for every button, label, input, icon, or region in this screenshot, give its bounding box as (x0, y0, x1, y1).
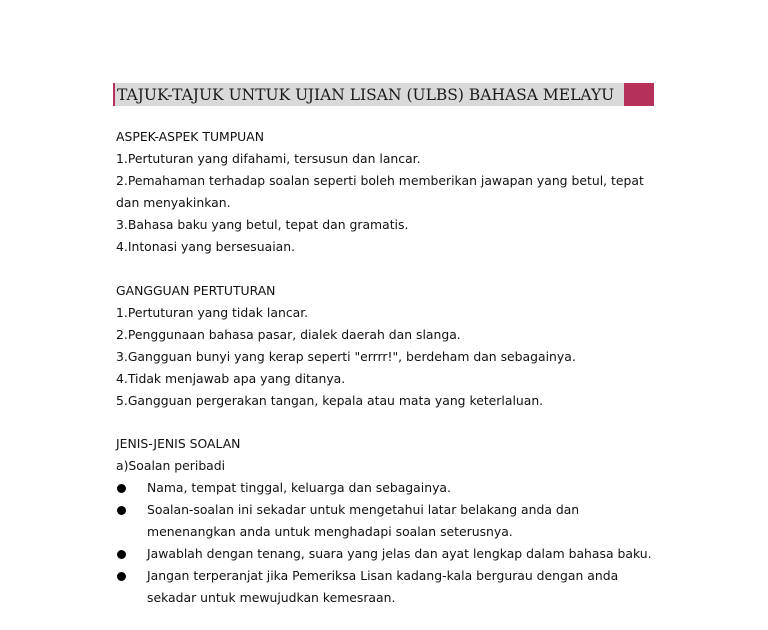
section-heading-gangguan: GANGGUAN PERTUTURAN (116, 283, 276, 298)
section-heading-jenis: JENIS-JENIS SOALAN (116, 436, 241, 451)
bullet-dot (117, 550, 126, 559)
gangguan-item-4: 4.Tidak menjawab apa yang ditanya. (116, 371, 346, 386)
jenis-bullet-4-cont: sekadar untuk mewujudkan kemesraan. (147, 590, 396, 605)
section-heading-aspek: ASPEK-ASPEK TUMPUAN (116, 129, 264, 144)
bullet-dot (117, 572, 126, 581)
aspek-item-3: 3.Bahasa baku yang betul, tepat dan gramatis. (116, 217, 409, 232)
bullet-dot (117, 506, 126, 515)
aspek-item-2-cont: dan menyakinkan. (116, 195, 231, 210)
bullet-dot (117, 484, 126, 493)
jenis-bullet-1: Nama, tempat tinggal, keluarga dan sebagainya. (147, 480, 451, 495)
jenis-subheading: a)Soalan peribadi (116, 458, 226, 473)
gangguan-item-1: 1.Pertuturan yang tidak lancar. (116, 305, 309, 320)
gangguan-item-5: 5.Gangguan pergerakan tangan, kepala atau mata yang keterlaluan. (116, 393, 544, 408)
jenis-bullet-4: Jangan terperanjat jika Pemeriksa Lisan kadang-kala bergurau dengan anda (147, 568, 619, 583)
jenis-bullet-3: Jawablah dengan tenang, suara yang jelas dan ayat lengkap dalam bahasa baku. (147, 546, 652, 561)
gangguan-item-3: 3.Gangguan bunyi yang kerap seperti "errrr!", berdeham dan sebagainya. (116, 349, 576, 364)
aspek-item-1: 1.Pertuturan yang difahami, tersusun dan lancar. (116, 151, 421, 166)
page-title: TAJUK-TAJUK UNTUK UJIAN LISAN (ULBS) BAHASA MELAYU (117, 86, 615, 104)
aspek-item-2: 2.Pemahaman terhadap soalan seperti boleh memberikan jawapan yang betul, tepat (116, 173, 644, 188)
gangguan-item-2: 2.Penggunaan bahasa pasar, dialek daerah dan slanga. (116, 327, 461, 342)
aspek-item-4: 4.Intonasi yang bersesuaian. (116, 239, 296, 254)
jenis-bullet-2: Soalan-soalan ini sekadar untuk mengetahui latar belakang anda dan (147, 502, 580, 517)
title-left-rule (113, 83, 115, 106)
jenis-bullet-2-cont: menenangkan anda untuk menghadapi soalan seterusnya. (147, 524, 513, 539)
title-accent-block (624, 83, 654, 106)
